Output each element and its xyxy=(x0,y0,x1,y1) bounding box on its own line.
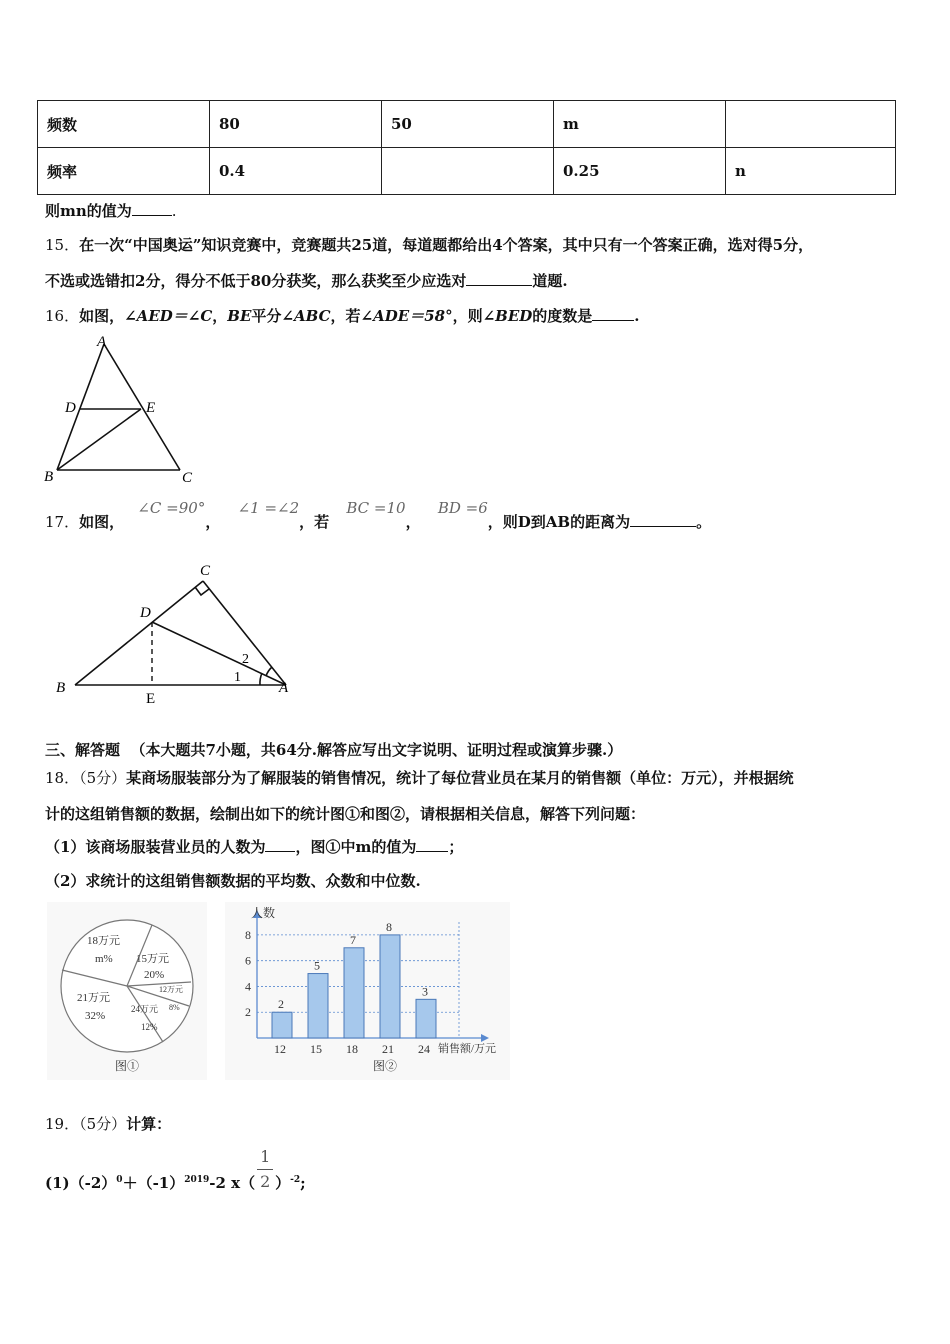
x-tick-label: 21 xyxy=(382,1042,394,1056)
label-angle-2: 2 xyxy=(242,652,249,667)
table-cell: 80 xyxy=(210,101,382,148)
figure-17-triangle xyxy=(48,555,308,710)
fraction-one-half: $\frac{1}{2}$ xyxy=(255,1174,275,1188)
label-angle-1: 1 xyxy=(234,670,241,685)
q15-line1: 15．在一次“中国奥运”知识竞赛中，竞赛题共25道，每道题都给出4个答案，其中只有一个答案正确，选对得5分， xyxy=(45,236,814,254)
x-axis-title: 销售额/万元 xyxy=(438,1043,497,1055)
math-angle-c: ∠C =90° xyxy=(137,499,206,517)
segment-ac xyxy=(104,344,180,470)
bar-value-label: 5 xyxy=(314,958,320,973)
x-tick-label: 24 xyxy=(418,1042,430,1056)
label-c: C xyxy=(200,563,211,579)
pie-label-15: 15万元 xyxy=(136,953,169,965)
right-angle-mark xyxy=(195,587,209,595)
table-row xyxy=(38,148,896,195)
bar-value-label: 8 xyxy=(386,919,392,934)
pie-pct-18: m% xyxy=(95,953,113,965)
bar xyxy=(380,935,400,1038)
pie-label-24: 24万元 xyxy=(131,1004,159,1014)
q18-line2: 计的这组销售额的数据，绘制出如下的统计图①和图②，请根据相关信息，解答下列问题： xyxy=(45,805,646,823)
table-cell: m xyxy=(554,101,726,148)
label-b: B xyxy=(44,469,54,485)
bar-value-label: 7 xyxy=(350,932,356,947)
table-cell: 0.4 xyxy=(210,148,382,195)
q18-part2: （2）求统计的这组销售额数据的平均数、众数和中位数. xyxy=(45,872,421,890)
pie-caption: 图① xyxy=(115,1059,140,1073)
pie-chart-figure-1 xyxy=(47,902,207,1080)
segment-be xyxy=(57,409,141,470)
q16-text: 16．如图，∠AED＝∠C，BE平分∠ABC，若∠ADE＝58°，则∠BED的度数是 . xyxy=(45,307,640,325)
label-a: A xyxy=(279,680,289,696)
q17-text: 17．如图， ∠C =90°， ∠1 =∠2，若 BC =10， BD =6，则D到AB的距离为 。 xyxy=(45,499,712,531)
table-cell: 0.25 xyxy=(554,148,726,195)
x-tick-label: 15 xyxy=(310,1042,322,1056)
answer-blank xyxy=(132,201,172,216)
bar-value-label: 2 xyxy=(278,997,284,1012)
bar xyxy=(272,1012,292,1038)
bar xyxy=(416,999,436,1038)
pie-pct-21: 32% xyxy=(85,1010,106,1022)
q19-part1: $(1)(-2)^0+(-1)^{2019}-2$ x（ $\frac{1}{2}$ ）$^{-2}$; xyxy=(45,1147,306,1192)
y-tick-label: 4 xyxy=(245,979,251,994)
x-tick-label: 18 xyxy=(346,1042,358,1056)
table-cell: n xyxy=(726,148,896,195)
y-tick-label: 6 xyxy=(245,953,251,968)
answer-blank xyxy=(592,306,634,321)
math-bc: BC =10 xyxy=(346,499,406,517)
label-e: E xyxy=(146,400,156,416)
label-a: A xyxy=(97,334,107,350)
angle-arc-1 xyxy=(260,673,262,685)
answer-blank xyxy=(265,837,295,852)
label-d: D xyxy=(140,605,151,621)
angle-arc-2 xyxy=(266,667,272,676)
y-tick-label: 2 xyxy=(245,1005,251,1020)
segment-bc xyxy=(75,581,203,685)
q14-tail: 则mn的值为 . xyxy=(45,202,177,220)
q18-line1: 18．（5分）某商场服装部分为了解服装的销售情况，统计了每位营业员在某月的销售额（单位：万元），并根据统 xyxy=(45,769,794,787)
answer-blank xyxy=(466,271,532,286)
x-tick-label: 12 xyxy=(274,1042,286,1056)
bar xyxy=(344,948,364,1038)
pie-label-18: 18万元 xyxy=(87,935,120,947)
bar xyxy=(308,974,328,1038)
label-c: C xyxy=(182,470,193,486)
y-axis-title: 人数 xyxy=(251,906,276,920)
bar-chart-figure-2 xyxy=(225,902,510,1080)
pie-pct-12: 8% xyxy=(169,1003,180,1012)
row-head: 频率 xyxy=(38,148,210,195)
q18-part1: （1）该商场服装营业员的人数为 ，图①中m的值为 ； xyxy=(45,838,464,856)
pie-label-12: 12万元 xyxy=(159,985,183,994)
math-bd: BD =6 xyxy=(437,499,488,517)
section-3-heading: 三、解答题 （本大题共7小题，共64分.解答应写出文字说明、证明过程或演算步骤.） xyxy=(45,741,623,759)
label-d: D xyxy=(65,400,76,416)
pie-pct-24: 12% xyxy=(141,1022,158,1032)
math-angle-eq: ∠1 =∠2 xyxy=(237,499,300,517)
pie-label-21: 21万元 xyxy=(77,992,110,1004)
table-row xyxy=(38,101,896,148)
segment-ca xyxy=(203,581,286,685)
table-cell: 50 xyxy=(382,101,554,148)
answer-blank xyxy=(630,512,696,527)
label-b: B xyxy=(56,680,66,696)
table-cell xyxy=(726,101,896,148)
bar-value-label: 3 xyxy=(422,984,428,999)
y-tick-label: 8 xyxy=(245,927,251,942)
label-e: E xyxy=(146,691,156,707)
bar-caption: 图② xyxy=(373,1059,398,1073)
pie-pct-15: 20% xyxy=(144,969,165,981)
row-head: 频数 xyxy=(38,101,210,148)
figure-16-triangle xyxy=(40,330,210,490)
table-cell xyxy=(382,148,554,195)
frequency-table xyxy=(37,100,896,195)
answer-blank xyxy=(416,837,448,852)
q15-line2: 不选或选错扣2分，得分不低于80分获奖，那么获奖至少应选对 道题. xyxy=(45,272,568,290)
q19-heading: 19．（5分）计算： xyxy=(45,1115,172,1133)
